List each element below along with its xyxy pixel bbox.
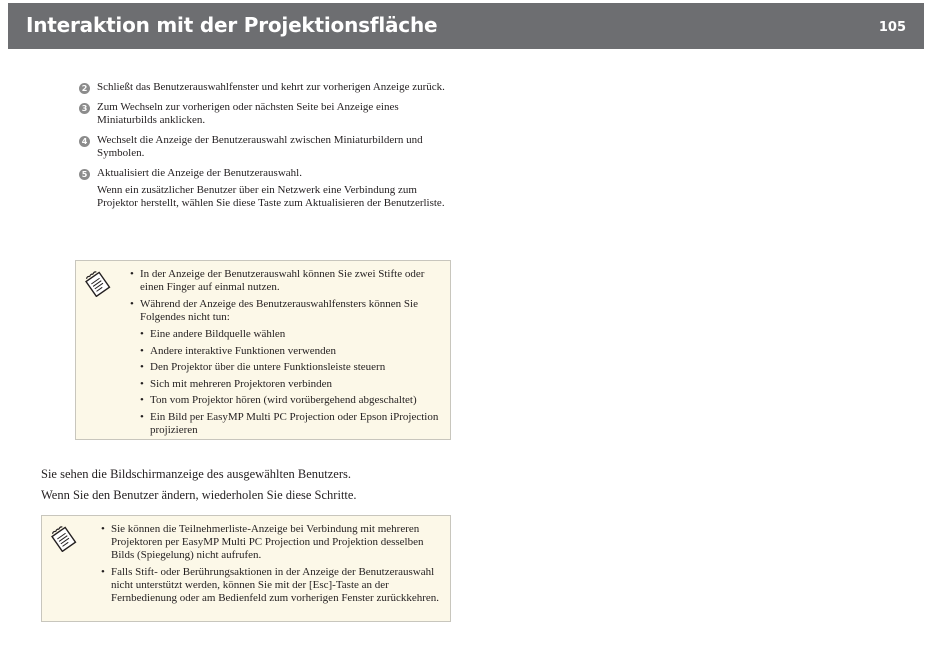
note-subitem: • Sich mit mehreren Projektoren verbinden [140,378,444,391]
number-badge: 4 [79,136,90,147]
number-badge: 5 [79,169,90,180]
body-paragraph: Sie sehen die Bildschirmanzeige des ausgewählten Benutzers. [41,467,351,481]
note-item: • Falls Stift- oder Berührungsaktionen in der Anzeige der Benutzerauswahl nicht unterstützt werden, können Sie mit der [Esc]-Taste an der Fernbedienung oder am Bedienfeld zum vorherigen Fenster zurückkehren. [101,566,441,605]
list-item-text: Wechselt die Anzeige der Benutzerauswahl zwischen Miniaturbildern und Symbolen. [97,134,423,159]
number-badge: 3 [79,103,90,114]
list-item [79,167,459,210]
note-item [130,298,444,437]
page-title: Interaktion mit der Projektionsfläche [26,13,438,37]
note-subitem: • Den Projektor über die untere Funktionsleiste steuern [140,361,444,374]
note-pencil-icon [83,269,113,297]
page-header [8,3,924,49]
page-number: 105 [878,20,906,35]
list-item [79,101,459,127]
list-item-text: Aktualisiert die Anzeige der Benutzerauswahl. [97,167,302,179]
note-box [41,515,451,622]
note-item: • In der Anzeige der Benutzerauswahl können Sie zwei Stifte oder einen Finger auf einmal nutzen. [130,268,444,294]
body-paragraph: Wenn Sie den Benutzer ändern, wiederholen Sie diese Schritte. [41,488,357,502]
list-item-detail: Wenn ein zusätzlicher Benutzer über ein Netzwerk eine Verbindung zum Projektor herstellt, wählen Sie diese Taste zum Aktualisieren der Benutzerliste. [97,184,445,209]
note-subitem: • Andere interaktive Funktionen verwenden [140,345,444,358]
number-badge: 2 [79,83,90,94]
note-subitem: • Ein Bild per EasyMP Multi PC Projection oder Epson iProjection projizieren [140,411,444,437]
note-subitem: • Eine andere Bildquelle wählen [140,328,444,341]
list-item-text: Schließt das Benutzerauswahlfenster und kehrt zur vorherigen Anzeige zurück. [97,81,445,93]
note-box [75,260,451,440]
note-pencil-icon [49,524,79,552]
list-item [79,134,459,160]
note-subitem: • Ton vom Projektor hören (wird vorübergehend abgeschaltet) [140,394,444,407]
note-sublist [140,328,444,437]
list-item [79,81,459,94]
numbered-list [79,81,459,217]
list-item-text: Zum Wechseln zur vorherigen oder nächsten Seite bei Anzeige eines Miniaturbilds anklicken. [97,101,399,126]
note-item: • Sie können die Teilnehmerliste-Anzeige bei Verbindung mit mehreren Projektoren per EasyMP Multi PC Projection und Projektion desselben Bilds (Spiegelung) nicht aufrufen. [101,523,441,562]
note-item-text: Während der Anzeige des Benutzerauswahlfensters können Sie Folgendes nicht tun: [140,298,418,323]
